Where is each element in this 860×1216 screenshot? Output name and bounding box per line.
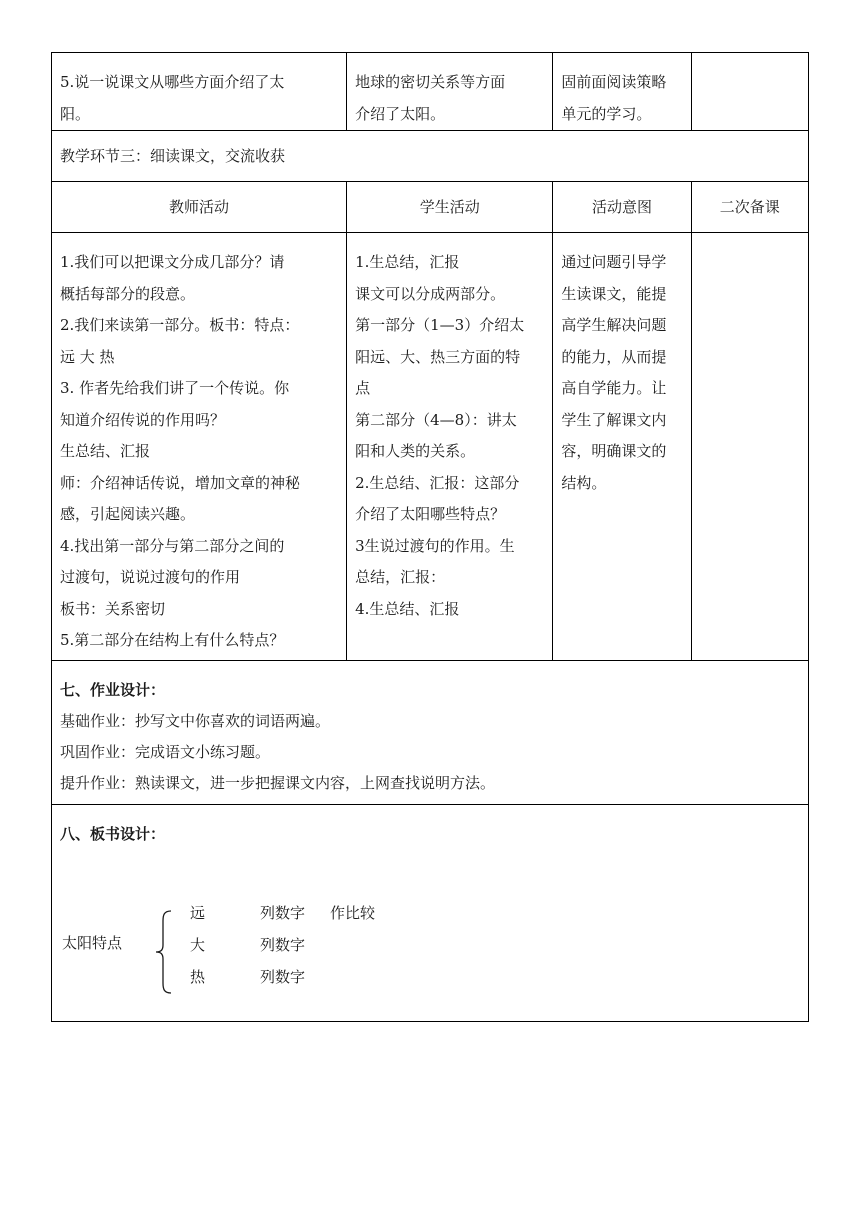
text-line: 3. 作者先给我们讲了一个传说。你 (60, 379, 290, 397)
text-line: 总结，汇报： (355, 568, 446, 586)
text-line: 生读课文，能提 (561, 284, 667, 303)
text-line: 课文可以分成两部分。 (355, 284, 506, 303)
text-line: 板书：关系密切 (60, 599, 166, 618)
homework-row (52, 661, 809, 805)
activity-row (52, 233, 809, 661)
text-line: 通过问题引导学 (561, 253, 667, 271)
text-line: 1.生总结，汇报 (355, 253, 460, 271)
homework-line: 基础作业：抄写文中你喜欢的词语两遍。 (60, 712, 331, 730)
board-design (60, 851, 800, 1021)
student-activity-cell (347, 233, 553, 661)
text-line: 3生说过渡句的作用。生 (355, 536, 515, 555)
lesson-plan-document (51, 52, 809, 1022)
text-line: 1.我们可以把课文分成几部分？请 (60, 253, 285, 271)
text-line: 的能力，从而提 (561, 347, 667, 366)
board-row-item: 大 列数字 (190, 935, 306, 954)
text-line: 阳和人类的关系。 (355, 442, 476, 460)
text-line: 高自学能力。让 (561, 379, 667, 397)
text-line: 第二部分（4—8）：讲太 (355, 410, 517, 429)
text-line: 感，引起阅读兴趣。 (60, 505, 196, 523)
student-cell-continued: 地球的密切关系等方面 介绍了太阳。 (347, 53, 553, 131)
text-line: 高学生解决问题 (561, 316, 667, 334)
text-line: 2.我们来读第一部分。板书：特点： (60, 316, 300, 334)
text-line: 4.生总结、汇报 (355, 599, 460, 618)
text-line: 结构。 (561, 473, 607, 492)
text-line: 学生了解课文内 (561, 410, 667, 429)
text-line: 过渡句，说说过渡句的作用 (60, 568, 241, 586)
homework-cell (52, 661, 809, 805)
teacher-cell-continued: 5.说一说课文从哪些方面介绍了太 阳。 (52, 53, 347, 131)
board-row-item: 远 列数字 作比较 (190, 903, 376, 922)
header-activity-intent: 活动意图 (553, 182, 691, 233)
text-line: 师：介绍神话传说，增加文章的神秘 (60, 473, 301, 492)
continued-row (52, 53, 809, 131)
curly-brace-icon (154, 909, 174, 995)
section-row (52, 131, 809, 182)
text-line: 概括每部分的段意。 (60, 284, 196, 303)
text-line: 容，明确课文的 (561, 442, 667, 460)
board-row (52, 805, 809, 1022)
board-cell (52, 805, 809, 1022)
homework-line: 巩固作业：完成语文小练习题。 (60, 743, 271, 761)
homework-title: 七、作业设计： (60, 681, 166, 699)
header-second-prep: 二次备课 (691, 182, 808, 233)
teacher-activity-cell (52, 233, 347, 661)
section3-title: 教学环节三：细读课文，交流收获 (52, 131, 809, 182)
text-line: 知道介绍传说的作用吗？ (60, 410, 226, 429)
text-line: 点 (355, 379, 371, 397)
lesson-table (51, 52, 809, 1022)
text-line: 第一部分（1—3）介绍太 (355, 316, 525, 334)
header-student-activity: 学生活动 (347, 182, 553, 233)
homework-line: 提升作业：熟读课文，进一步把握课文内容，上网查找说明方法。 (60, 774, 496, 792)
text-line: 远 大 热 (60, 347, 115, 366)
board-label: 太阳特点 (62, 933, 123, 952)
text-line: 介绍了太阳哪些特点？ (355, 505, 506, 523)
text-line: 5.第二部分在结构上有什么特点？ (60, 631, 285, 649)
header-teacher-activity: 教师活动 (52, 182, 347, 233)
header-row (52, 182, 809, 233)
text-line: 2.生总结、汇报：这部分 (355, 473, 520, 492)
text-line: 阳远、大、热三方面的特 (355, 347, 521, 366)
activity-intent-cell (553, 233, 691, 661)
intent-cell-continued: 固前面阅读策略 单元的学习。 (553, 53, 691, 131)
board-title: 八、板书设计： (60, 825, 166, 843)
board-row-item: 热 列数字 (190, 967, 306, 986)
second-prep-cell (691, 233, 808, 661)
text-line: 4.找出第一部分与第二部分之间的 (60, 536, 285, 555)
revision-cell-continued (691, 53, 808, 131)
text-line: 生总结、汇报 (60, 442, 151, 460)
